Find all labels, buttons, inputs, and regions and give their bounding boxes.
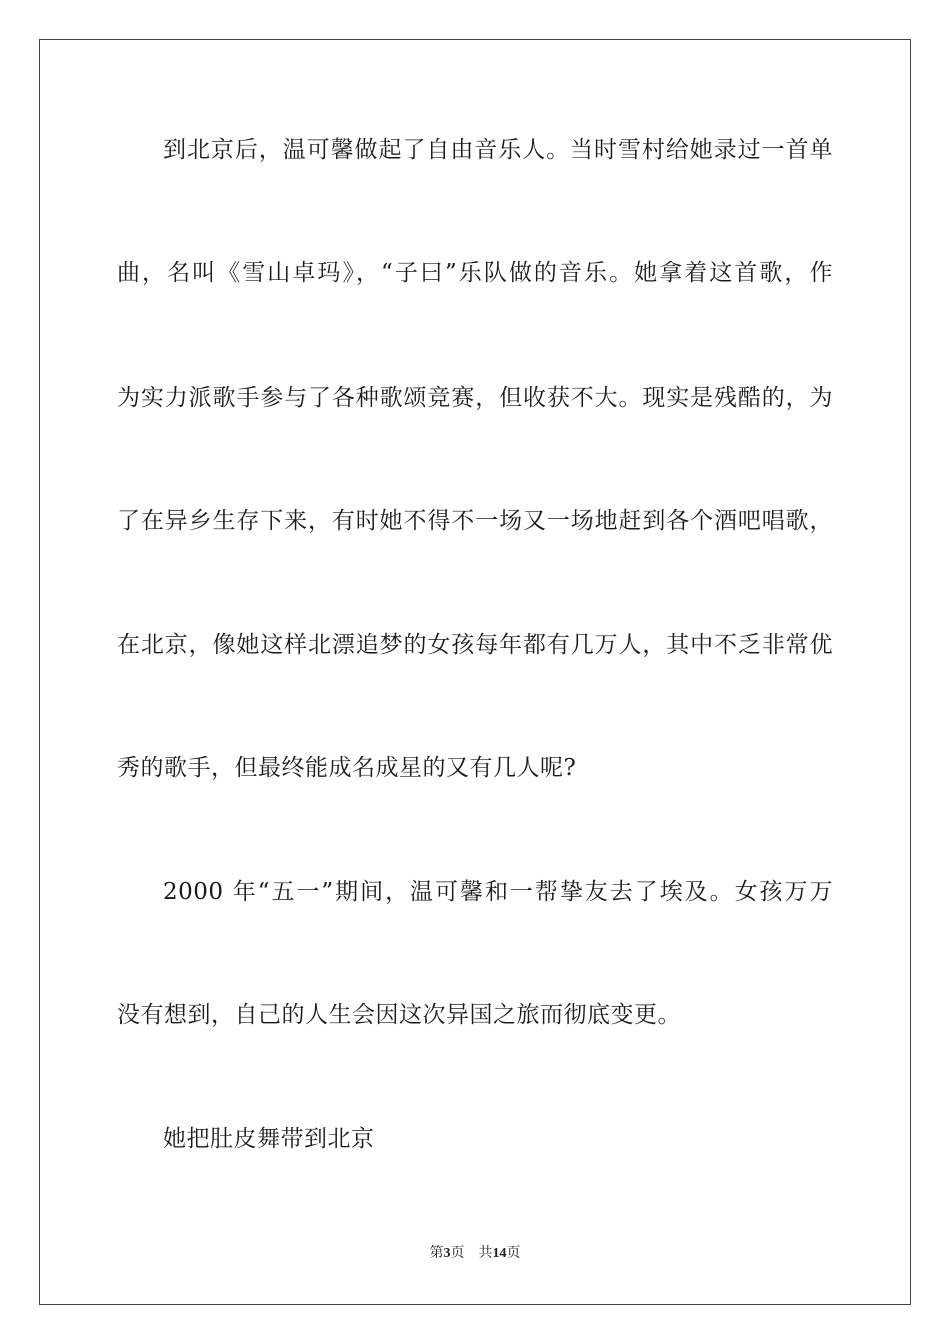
total-prefix: 共 bbox=[478, 1245, 493, 1261]
paragraph-1-line-6: 秀的歌手，但最终能成名成星的又有几人呢? bbox=[117, 755, 577, 781]
paragraph-1-line-2: 曲，名叫《雪山卓玛》，“子曰”乐队做的音乐。她拿着这首歌，作 bbox=[117, 260, 833, 286]
paragraph-1-line-4: 了在异乡生存下来，有时她不得不一场又一场地赶到各个酒吧唱歌， bbox=[117, 508, 833, 534]
section-heading: 她把肚皮舞带到北京 bbox=[163, 1126, 375, 1152]
page-prefix: 第 bbox=[429, 1245, 444, 1261]
page-number: 3 bbox=[443, 1246, 451, 1261]
paragraph-1-line-1: 到北京后，温可馨做起了自由音乐人。当时雪村给她录过一首单 bbox=[163, 137, 833, 163]
paragraph-1-line-5: 在北京，像她这样北漂追梦的女孩每年都有几万人，其中不乏非常优 bbox=[117, 632, 833, 658]
page-suffix: 页 bbox=[450, 1245, 465, 1261]
page-border bbox=[39, 39, 911, 1305]
paragraph-1-line-3: 为实力派歌手参与了各种歌颂竞赛，但收获不大。现实是残酷的，为 bbox=[117, 385, 833, 411]
total-suffix: 页 bbox=[506, 1245, 521, 1261]
paragraph-2-line-1: 2000 年“五一”期间，温可馨和一帮挚友去了埃及。女孩万万 bbox=[163, 879, 833, 905]
total-pages: 14 bbox=[492, 1246, 507, 1261]
page-footer bbox=[0, 1244, 950, 1263]
paragraph-2-line-2: 没有想到，自己的人生会因这次异国之旅而彻底变更。 bbox=[117, 1002, 681, 1028]
